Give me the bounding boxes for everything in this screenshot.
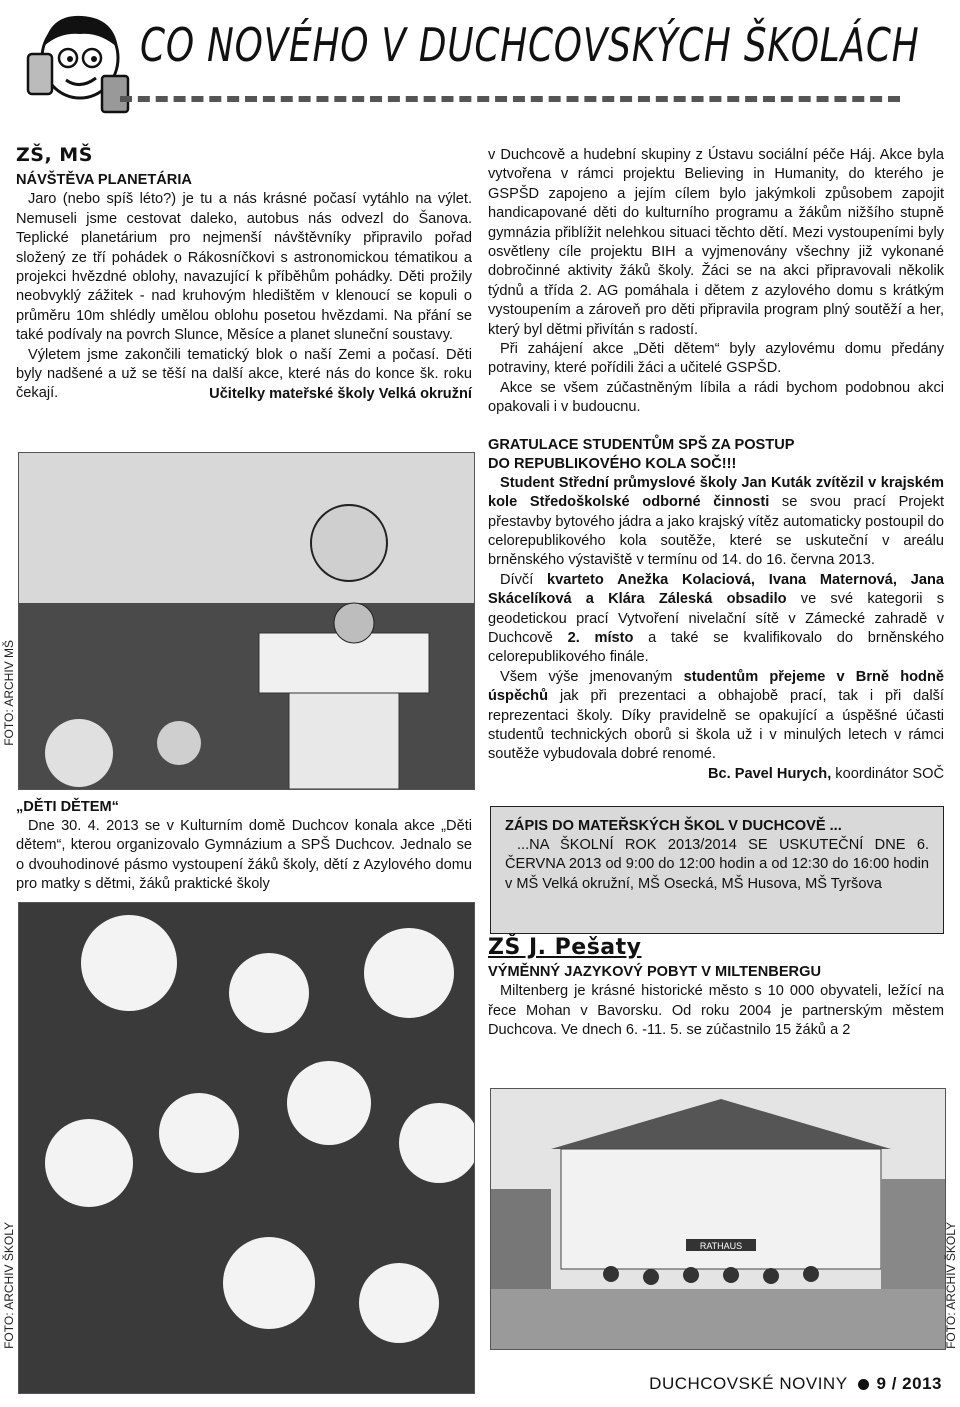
bold-text: studentům přejeme v Brně hodně úspěchů (488, 668, 944, 705)
article-heading-gratulace (488, 436, 944, 474)
heading-line: GRATULACE STUDENTŮM SPŠ ZA POSTUP (488, 436, 795, 453)
text: koordinátor SOČ (831, 765, 944, 782)
notice-title: ZÁPIS DO MATEŘSKÝCH ŠKOL V DUCHCOVĚ ... (505, 818, 842, 834)
photo-credit: FOTO: ARCHIV MŠ (2, 640, 16, 746)
article-paragraph: v Duchcově a hudební skupiny z Ústavu sociální péče Háj. Akce byla vytvořena v rámci projektu Believing in Humanity, do kterého je GSPŠD zapojeno a jejím cílem bylo jakýmkoli způsobem zapojit handicapované děti do kulturního programu a žákům nižšího stupně gymnázia přiblížit nelehkou situaci těchto dětí. Mezi vystoupeními byly osvětleny cíle projektu BIH a vyjmenovány všechny již vykonané dobročinné aktivity žáků školy. Žáci se na akci připravovali několik týdnů a třída 2. AG pomáhala i dětem z azylového domu s krátkým vystoupením a zároveň pro děti připravila program plný soutěží a her, který byl dětmi přivítán s radostí. (488, 147, 944, 338)
photo-credit: FOTO: ARCHIV ŠKOLY (2, 1222, 16, 1349)
right-column-bottom (488, 935, 944, 1041)
bold-text: 2. místo (567, 629, 634, 646)
bold-text: kvarteto Anežka Kolaciová, Ivana Maternová, Jana Skácelíková a Klára Záleská obsadilo (488, 571, 945, 608)
bold-text: Bc. Pavel Hurych, (707, 765, 832, 782)
heading-line: DO REPUBLIKOVÉHO KOLA SOČ!!! (488, 455, 737, 472)
masthead-rule (120, 96, 900, 102)
article-heading-deti-detem: „DĚTI DĚTEM“ (16, 799, 119, 815)
photo-children-group (18, 902, 475, 1394)
article-paragraph: Při zahájení akce „Děti dětem“ byly azylovému domu předány potraviny, které pořídili žáci a učitelé GSPŠD. (488, 341, 944, 377)
article-paragraph (488, 571, 944, 668)
text: a také se kvalifikovalo do brněnského celorepublikového finále. (488, 629, 944, 666)
article-heading-planetarium: NÁVŠTĚVA PLANETÁRIA (16, 172, 192, 189)
newspaper-name: DUCHCOVSKÉ NOVINY (649, 1374, 848, 1393)
photo-miltenberg-town-hall (490, 1088, 946, 1350)
text: Dívčí (500, 571, 548, 588)
notice-text: ...NA ŠKOLNÍ ROK 2013/2014 SE USKUTEČNÍ DNE 6. ČERVNA 2013 od 9:00 do 12:00 hodin a od 12:30 do 16:00 hodin v MŠ Velká okružní, MŠ Osecká, MŠ Husova, MŠ Tyršova (505, 837, 929, 892)
text: Všem výše jmenovaným (500, 668, 684, 685)
article-signature (488, 765, 944, 784)
left-column-bottom (16, 798, 472, 895)
section-title-zs-ms: ZŠ, MŠ (16, 144, 93, 166)
page-footer (649, 1374, 942, 1394)
article-heading-miltenberg: VÝMĚNNÝ JAZYKOVÝ POBYT V MILTENBERGU (488, 964, 821, 981)
article-paragraph: Dne 30. 4. 2013 se v Kulturním domě Duchcov konala akce „Děti dětem“, kterou organizovalo Gymnázium a SPŠ Duchcov. Jednalo se o dvouhodinové pásmo vystoupení žáků školy, dětí z Azylového domu pro matky s dětmi, žáků praktické školy (16, 818, 472, 893)
article-paragraph (488, 668, 944, 765)
bullet-icon (858, 1379, 869, 1390)
text: ve své kategorii s geodetickou prací Vytvoření nivelační sítě v Zámecké zahradě v Duchcově (488, 591, 944, 646)
masthead-title: CO NOVÉHO V DUCHCOVSKÝCH ŠKOLÁCH (140, 18, 920, 72)
photo-planetarium (18, 452, 475, 790)
bold-text: Student Střední průmyslové školy Jan Kuták zvítězil v krajském kole Středoškolské odborné činnosti (488, 474, 944, 511)
right-column-top (488, 146, 944, 784)
article-paragraph (488, 474, 944, 571)
rathaus-sign: RATHAUS (699, 1241, 743, 1251)
notice-box-zapis (490, 806, 944, 934)
article-paragraph: Miltenberg je krásné historické město s 10 000 obyvateli, ležící na řece Mohan v Bavorsku. Od roku 2004 je partnerským městem Duchcova. Ve dnech 6. -11. 5. se zúčastnilo 15 žáků a 2 (488, 983, 944, 1039)
article-paragraph: Jaro (nebo spíš léto?) je tu a nás krásné počasí vytáhlo na výlet. Nemuseli jsme cestovat daleko, autobus nás odvezl do Šanova. Teplické planetárium pro nejmenší návštěvníky připravilo pořad složený ze tří pohádek o Rákosníčkovi s astronomickou tématikou a projekci hvězdné oblohy, navazující k příběhům pohádky. Děti prožily neobvyklý zážitek - nad kruhovým hledištěm v klenoucí se kopuli o průměru 10m shlédly umělou oblohu posetou hvězdami. Na přání se také podívaly na povrch Slunce, Měsíce a planet sluneční soustavy. (16, 191, 472, 344)
article-signature: Učitelky mateřské školy Velká okružní (209, 385, 472, 402)
text: jak při prezentaci a obhajobě prací, tak i při další reprezentaci školy. Díky pravidelně se opakující a úspěšné účasti studentů technických oborů si škola už i v minulých letech v rámci soutěže vybudovala dobré renomé. (488, 688, 944, 763)
text: se svou prací Projekt přestavby bytového jádra a jako krajský vítěz automaticky postoupil do celorepublikového kola soutěže, které se uskuteční v areálu brněnského výstaviště v termínu od 14. do 16. června 2013. (488, 494, 944, 569)
photo-credit: FOTO: ARCHIV ŠKOLY (944, 1222, 958, 1349)
article-paragraph: Výletem jsme zakončili tematický blok o naší Zemi a počasí. Děti byly nadšené a už se těší na další akce, které nás do konce šk. roku čekají. (16, 346, 472, 402)
issue-number: 9 / 2013 (876, 1374, 942, 1393)
article-paragraph: Akce se všem zúčastněným líbila a rádi bychom podobnou akci opakovali i v budoucnu. (488, 379, 944, 416)
section-title-zs-pesaty: ZŠ J. Pešaty (488, 935, 642, 960)
left-column-top (16, 146, 472, 404)
masthead (140, 18, 940, 98)
